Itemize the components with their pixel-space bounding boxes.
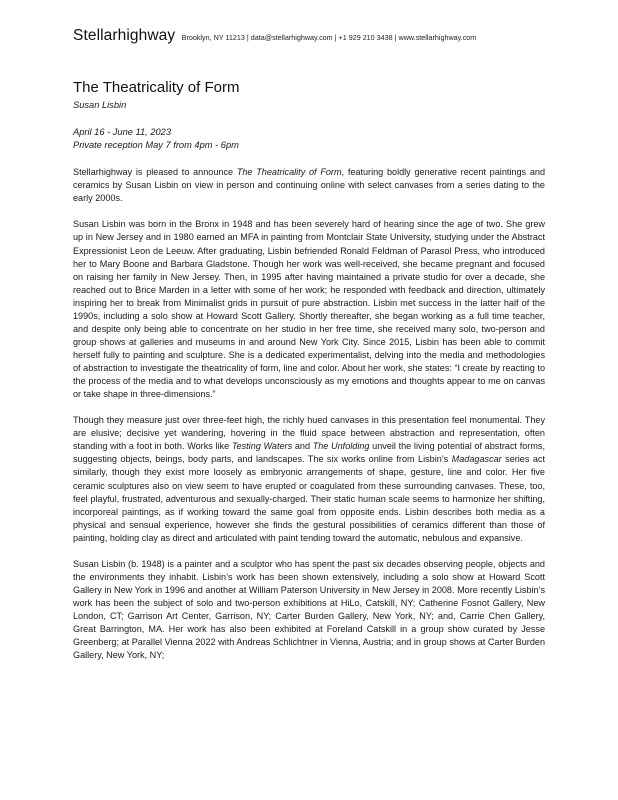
press-release-page — [73, 28, 545, 662]
private-reception: Private reception May 7 from 4pm - 6pm — [73, 140, 239, 151]
intro-show-title: The Theatricality of Form — [236, 167, 342, 178]
works-text-c: unveil the living potential of abstract forms, suggesting objects, beings, body parts, and landscapes. The six works online from Lisbin’s — [73, 441, 545, 465]
intro-text-b: , featuring boldly generative recent paintings and ceramics by Susan Lisbin on view in person and continuing online with select canvases from a series dating to the early 2000s. — [73, 167, 545, 204]
works-text-d: series act similarly, though they exist more loosely as embryonic arrangements of shape, gesture, line and color. Her five ceramic sculptures also on view seem to have erupted or coagulated from these surrounding canvases. These, too, feel playful, frustrated, adventurous and sexually-charged. Their static human scale seems to harmonize her shifting, incorporeal paintings, as if working toward the same goal from opposite ends. Lisbin describes both media as a physical and sensual experience, however she finds the gestural possibilities of ceramics different than those of painting, holding clay as direct and articulated with paint tending toward the automatic, nebulous and expansive. — [73, 454, 545, 543]
intro-paragraph — [73, 166, 545, 205]
bio-paragraph: Susan Lisbin was born in the Bronx in 1948 and has been severely hard of hearing since the age of two. She grew up in New Jersey and in 1980 earned an MFA in painting from Montclair State University, studying under the Abstract Expressionist Leon de Leeuw. After graduating, Lisbin befriended Ronald Feldman of Parasol Press, who introduced her to Mary Boone and Barbara Gladstone. Though her work was well-received, she became pregnant and focused on raising her family in New Jersey. Then, in 1995 after having maintained a private studio for over a decade, she reached out to Brice Marden in a letter with some of her work; he responded with feedback and direction, ultimately inspiring her to break from Minimalist grids in pursuit of pure abstraction. Lisbin met success in the latter half of the 1990s, including a solo show at Howard Scott Gallery. Shortly thereafter, she began working as a full time teacher, and despite only being able to concentrate on her studio in her free time, she received many solo, two-person and group shows at galleries and museums in and around New York City. Since 2015, Lisbin has been able to commit herself fully to painting and sculpture. She is a dedicated experimentalist, delving into the media and methodologies of abstraction to investigate the theatricality of form, line and color. About her work, she states: “I create by reacting to the process of the media and to what develops unconsciously as my emotions and thoughts appear to me on canvas or take shape in three-dimensions.” — [73, 219, 545, 400]
series-title-madagascar: Madagascar — [451, 454, 502, 465]
cv-paragraph: Susan Lisbin (b. 1948) is a painter and a sculptor who has spent the past six decades observing people, objects and the environments they inhabit. Lisbin’s work has been shown extensively, including a solo show at Howard Scott Gallery in New York in 1996 and another at William Paterson University in New Jersey in 2008. More recently Lisbin’s work has been the subject of solo and two-person exhibitions at HiLo, Catskill, NY; Catherine Fosnot Gallery, New London, CT; Garrison Art Center, Garrison, NY; Carter Burden Gallery, New York, NY; and, Carrie Chen Gallery, Great Barrington, MA. Her work has also been exhibited at Foreland Catskill in a group show curated by Jesse Greenberg; at Parallel Vienna 2022 with Andreas Schlichtner in Vienna, Austria; and in group shows at Carter Burden Gallery, New York, NY; — [73, 558, 545, 661]
works-text-a: Though they measure just over three-feet high, the richly hued canvases in this presentation feel monumental. They are elusive; decisive yet wandering, hovering in the fluid space between abstraction and representation, often standing with a foot in both. Works like — [73, 415, 545, 452]
gallery-name: Stellarhighway — [73, 27, 176, 44]
intro-text-a: Stellarhighway is pleased to announce — [73, 167, 237, 178]
letterhead — [73, 28, 545, 46]
exhibition-dates — [73, 126, 545, 153]
work-title-testing-waters: Testing Waters — [231, 441, 293, 452]
work-title-the-unfolding: The Unfolding — [312, 441, 370, 452]
works-text-b: and — [292, 441, 313, 452]
exhibition-title: The Theatricality of Form — [73, 79, 240, 96]
exhibition-run-dates: April 16 - June 11, 2023 — [73, 127, 172, 137]
gallery-contact-line: Brooklyn, NY 11213 | data@stellarhighway.com | +1 929 210 3438 | www.stellarhighway.com — [181, 33, 477, 42]
artist-name: Susan Lisbin — [73, 100, 127, 110]
works-paragraph — [73, 414, 545, 544]
